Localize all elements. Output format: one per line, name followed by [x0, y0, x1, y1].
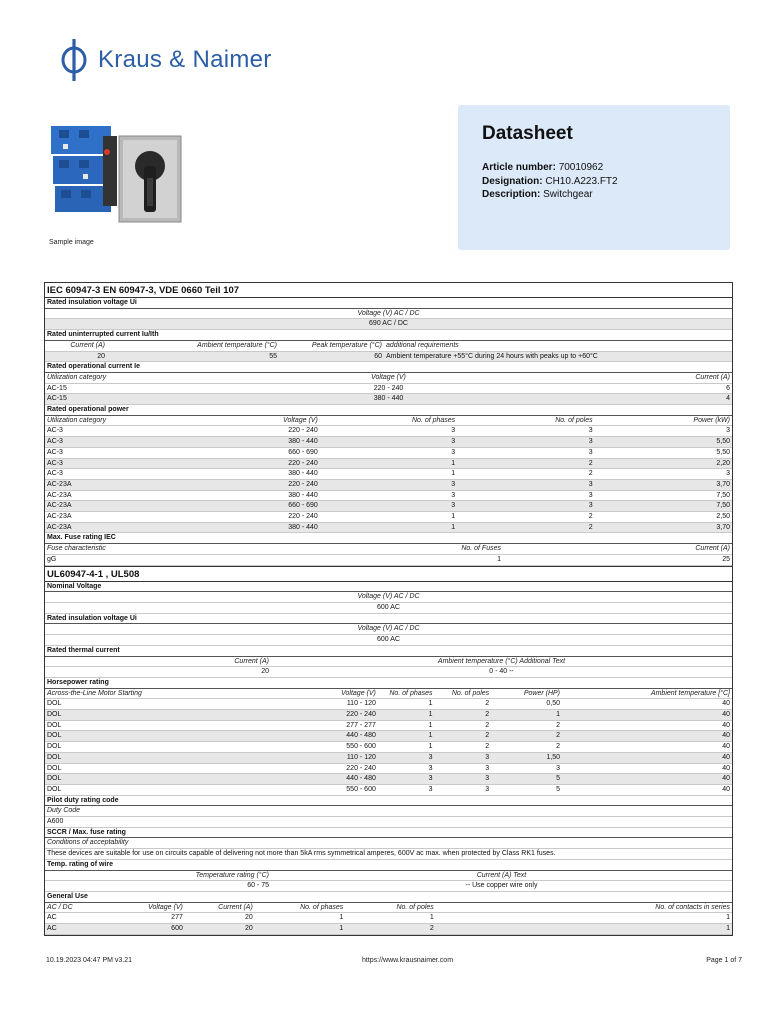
table-row — [45, 774, 732, 785]
table-cell: AC-23A — [47, 523, 72, 531]
table-cell: 40 — [722, 711, 730, 719]
table-cell: 40 — [722, 732, 730, 740]
table-cell: 2,20 — [716, 459, 730, 467]
table-cell: 1 — [451, 459, 456, 467]
table-cell: 550 - 600 — [346, 743, 376, 751]
table-cell: AC-3 — [47, 427, 63, 435]
table-cell: 40 — [722, 764, 730, 772]
table-cell: 40 — [722, 753, 730, 761]
table-header: Current (A) Ambient temperature (°C) Additional Text — [45, 657, 732, 668]
table-cell: AC-23A — [47, 491, 72, 499]
table-row — [45, 742, 732, 753]
article-label: Article number: — [482, 162, 556, 173]
table-cell: 380 - 440 — [373, 395, 404, 403]
table-row: A600 — [45, 817, 732, 828]
table-cell: 3 — [428, 775, 433, 783]
table-cell: 550 - 600 — [346, 785, 376, 793]
table-cell: 3 — [428, 753, 433, 761]
table-cell: 7,50 — [716, 491, 730, 499]
table-cell: 3 — [428, 785, 433, 793]
table-cell: 1 — [726, 914, 730, 922]
table-cell: 110 - 120 — [346, 700, 376, 708]
table-cell: 3 — [451, 427, 456, 435]
table-cell: 40 — [722, 743, 730, 751]
footer-page: Page 1 of 7 — [706, 957, 742, 964]
table-row — [45, 469, 732, 480]
table-row: 20 0 - 40 -- — [45, 667, 732, 678]
table-cell: AC-3 — [47, 438, 63, 446]
table-cell: AC-3 — [47, 470, 63, 478]
table-cell: 1 — [428, 700, 433, 708]
ul-horsepower-title: Horsepower rating — [45, 678, 732, 689]
table-cell: 6 — [726, 384, 730, 392]
table-cell: 40 — [722, 775, 730, 783]
table-cell: 5 — [556, 785, 561, 793]
iec-fuse-title: Max. Fuse rating IEC — [45, 533, 732, 544]
table-cell: AC-23A — [47, 502, 72, 510]
table-cell: 2 — [485, 700, 490, 708]
table-row — [45, 913, 732, 924]
table-cell: 440 - 480 — [346, 775, 376, 783]
ul-horsepower-rows — [45, 699, 732, 795]
article-value: 70010962 — [558, 162, 604, 173]
table-cell: 4 — [726, 395, 730, 403]
article-number — [482, 161, 706, 175]
table-row — [45, 721, 732, 732]
table-cell: AC-3 — [47, 448, 63, 456]
table-cell: 3 — [451, 491, 456, 499]
table-row — [45, 512, 732, 523]
table-cell: 3 — [726, 427, 730, 435]
table-cell: 5,50 — [716, 438, 730, 446]
table-cell: 220 - 240 — [346, 711, 376, 719]
ul-sccr-title: SCCR / Max. fuse rating — [45, 828, 732, 839]
table-cell: DOL — [47, 732, 62, 740]
table-row — [45, 710, 732, 721]
table-cell: DOL — [47, 764, 62, 772]
table-cell: 1,50 — [546, 753, 561, 761]
iec-uninterrupted-title: Rated uninterrupted current Iu/Ith — [45, 330, 732, 341]
table-header: Duty Code — [45, 806, 732, 817]
designation — [482, 175, 706, 189]
table-cell: 1 — [339, 914, 344, 922]
table-row — [45, 437, 732, 448]
brand-logo — [60, 36, 272, 84]
table-cell: 220 - 240 — [288, 480, 318, 488]
description — [482, 188, 706, 202]
phi-logo-icon — [60, 37, 88, 83]
specification-table — [44, 282, 733, 936]
table-header: Voltage (V) AC / DC — [45, 624, 732, 635]
table-cell: 3 — [726, 470, 730, 478]
table-cell: AC — [47, 925, 57, 933]
iec-operational-current-title: Rated operational current Ie — [45, 362, 732, 373]
table-header: Voltage (V) AC / DC — [45, 592, 732, 603]
table-cell: DOL — [47, 775, 62, 783]
table-row — [45, 753, 732, 764]
table-row: 690 AC / DC — [45, 319, 732, 330]
table-cell: 40 — [722, 785, 730, 793]
table-cell: 5 — [556, 775, 561, 783]
table-cell: 220 - 240 — [288, 459, 318, 467]
table-cell: 220 - 240 — [288, 427, 318, 435]
table-cell: 380 - 440 — [288, 438, 318, 446]
table-cell: 40 — [722, 721, 730, 729]
table-cell: 1 — [428, 732, 433, 740]
table-cell: 40 — [722, 700, 730, 708]
table-header: Utilization category Voltage (V) Current (A) — [45, 373, 732, 384]
table-cell: 220 - 240 — [346, 764, 376, 772]
table-cell: DOL — [47, 753, 62, 761]
table-row: gG 1 25 — [45, 555, 732, 566]
iec-insulation-title: Rated insulation voltage Ui — [45, 298, 732, 309]
table-cell: 2 — [588, 470, 593, 478]
table-row — [45, 699, 732, 710]
table-cell: 3 — [451, 480, 456, 488]
brand-name: Kraus & Naimer — [98, 46, 272, 73]
product-image — [45, 108, 195, 238]
table-row: These devices are suitable for use on circuits capable of delivering not more than 5kA rms symmetrical amperes, 600V ac max. when protected by Class RK1 fuses. — [45, 849, 732, 860]
ul-pilot-title: Pilot duty rating code — [45, 796, 732, 807]
table-cell: 1 — [451, 523, 456, 531]
table-cell: 2 — [588, 513, 593, 521]
table-cell: 3 — [451, 502, 456, 510]
table-cell: 5,50 — [716, 448, 730, 456]
table-cell: AC-15 — [47, 384, 67, 392]
table-cell: 1 — [556, 711, 561, 719]
table-cell: AC-3 — [47, 459, 63, 467]
table-cell: 660 - 690 — [288, 448, 318, 456]
table-header: Utilization category Voltage (V) No. of phases No. of poles Power (kW) — [45, 416, 732, 427]
table-cell: 220 - 240 — [373, 384, 404, 392]
table-row — [45, 394, 732, 405]
table-row: 600 AC — [45, 603, 732, 614]
table-cell: 380 - 440 — [288, 523, 318, 531]
table-cell: 380 - 440 — [288, 470, 318, 478]
table-cell: 660 - 690 — [288, 502, 318, 510]
table-cell: DOL — [47, 700, 62, 708]
table-header: Across-the-Line Motor Starting Voltage (V) No. of phases No. of poles Power (HP) Ambient temperature [°C] — [45, 689, 732, 700]
table-cell: 3 — [556, 764, 561, 772]
table-cell: 2 — [429, 925, 434, 933]
table-cell: 0,50 — [546, 700, 561, 708]
table-cell: 3 — [588, 427, 593, 435]
table-row — [45, 924, 732, 935]
table-cell: 1 — [451, 513, 456, 521]
iec-operational-power-title: Rated operational power — [45, 405, 732, 416]
table-row — [45, 731, 732, 742]
footer-url[interactable]: https://www.krausnaimer.com — [362, 957, 454, 964]
table-cell: 3 — [451, 438, 456, 446]
table-cell: 2 — [556, 732, 561, 740]
table-cell: 2 — [485, 721, 490, 729]
table-cell: 3 — [588, 480, 593, 488]
ul-thermal-title: Rated thermal current — [45, 646, 732, 657]
table-cell: 2,50 — [716, 513, 730, 521]
table-cell: 3 — [485, 753, 490, 761]
table-cell: 3 — [588, 438, 593, 446]
table-cell: AC — [47, 914, 57, 922]
table-header: Temperature rating (°C) Current (A) Text — [45, 871, 732, 882]
table-row — [45, 448, 732, 459]
table-cell: DOL — [47, 785, 62, 793]
table-cell: AC-23A — [47, 513, 72, 521]
iec-section-title: IEC 60947-3 EN 60947-3, VDE 0660 Teil 107 — [45, 283, 732, 298]
table-row — [45, 480, 732, 491]
table-cell: 1 — [428, 721, 433, 729]
designation-label: Designation: — [482, 175, 543, 187]
ul-general-rows — [45, 913, 732, 934]
table-cell: 3,70 — [716, 480, 730, 488]
table-row: 600 AC — [45, 635, 732, 646]
table-header: Current (A) Ambient temperature (°C) Peak temperature (°C) additional requirements — [45, 341, 732, 352]
table-cell: AC-23A — [47, 480, 72, 488]
ul-section-title: UL60947-4-1 , UL508 — [45, 566, 732, 582]
datasheet-summary — [458, 105, 730, 250]
table-cell: 2 — [485, 743, 490, 751]
designation-value: CH10.A223.FT2 — [545, 175, 618, 187]
table-cell: 3 — [485, 775, 490, 783]
table-cell: 3,70 — [716, 523, 730, 531]
table-cell: 3 — [588, 491, 593, 499]
table-header: Fuse characteristic No. of Fuses Current (A) — [45, 544, 732, 555]
table-cell: 1 — [428, 743, 433, 751]
table-row — [45, 785, 732, 796]
ul-nominal-title: Nominal Voltage — [45, 582, 732, 593]
table-row — [45, 501, 732, 512]
datasheet-title: Datasheet — [482, 123, 573, 144]
table-row — [45, 384, 732, 395]
table-cell: 7,50 — [716, 502, 730, 510]
table-cell: 110 - 120 — [346, 753, 376, 761]
table-header: Conditions of acceptability — [45, 838, 732, 849]
iec-operational-current-rows — [45, 384, 732, 405]
table-row: 60 - 75 -- Use copper wire only — [45, 881, 732, 892]
table-cell: 1 — [451, 470, 456, 478]
iec-operational-power-rows — [45, 426, 732, 533]
table-cell: 600 — [171, 925, 183, 933]
table-cell: 2 — [556, 743, 561, 751]
table-cell: 380 - 440 — [288, 491, 318, 499]
table-cell: 220 - 240 — [288, 513, 318, 521]
table-cell: 277 - 277 — [346, 721, 376, 729]
table-cell: 3 — [588, 448, 593, 456]
table-row — [45, 459, 732, 470]
table-cell: 1 — [339, 925, 344, 933]
table-cell: 2 — [588, 459, 593, 467]
table-cell: 3 — [451, 448, 456, 456]
table-cell: 1 — [429, 914, 434, 922]
switch-contact-blocks — [51, 126, 111, 212]
table-cell: 2 — [485, 732, 490, 740]
table-cell: 3 — [428, 764, 433, 772]
table-cell: 2 — [588, 523, 593, 531]
table-cell: 277 — [171, 914, 183, 922]
table-cell: 2 — [556, 721, 561, 729]
table-cell: 2 — [485, 711, 490, 719]
table-cell: 1 — [428, 711, 433, 719]
table-row — [45, 426, 732, 437]
table-cell: 1 — [726, 925, 730, 933]
ul-general-title: General Use — [45, 892, 732, 903]
table-cell: 20 — [245, 914, 253, 922]
table-cell: 3 — [588, 502, 593, 510]
description-label: Description: — [482, 189, 541, 200]
table-cell: DOL — [47, 711, 62, 719]
table-header: Voltage (V) AC / DC — [45, 309, 732, 320]
table-row — [45, 491, 732, 502]
table-cell: 440 - 480 — [346, 732, 376, 740]
ul-insulation-title: Rated insulation voltage Ui — [45, 614, 732, 625]
table-cell: DOL — [47, 721, 62, 729]
footer-date: 10.19.2023 04:47 PM v3.21 — [46, 957, 133, 964]
image-caption: Sample image — [49, 239, 94, 246]
table-row — [45, 523, 732, 534]
description-value: Switchgear — [543, 189, 593, 200]
table-header: AC / DC Voltage (V) Current (A) No. of phases No. of poles No. of contacts in series — [45, 903, 732, 914]
table-cell: AC-15 — [47, 395, 67, 403]
table-cell: 3 — [485, 764, 490, 772]
table-cell: 3 — [485, 785, 490, 793]
ul-wire-title: Temp. rating of wire — [45, 860, 732, 871]
table-row: 20 55 60 Ambient temperature +55°C during 24 hours with peaks up to +60°C — [45, 352, 732, 363]
table-cell: 20 — [245, 925, 253, 933]
table-row — [45, 764, 732, 775]
table-cell: DOL — [47, 743, 62, 751]
